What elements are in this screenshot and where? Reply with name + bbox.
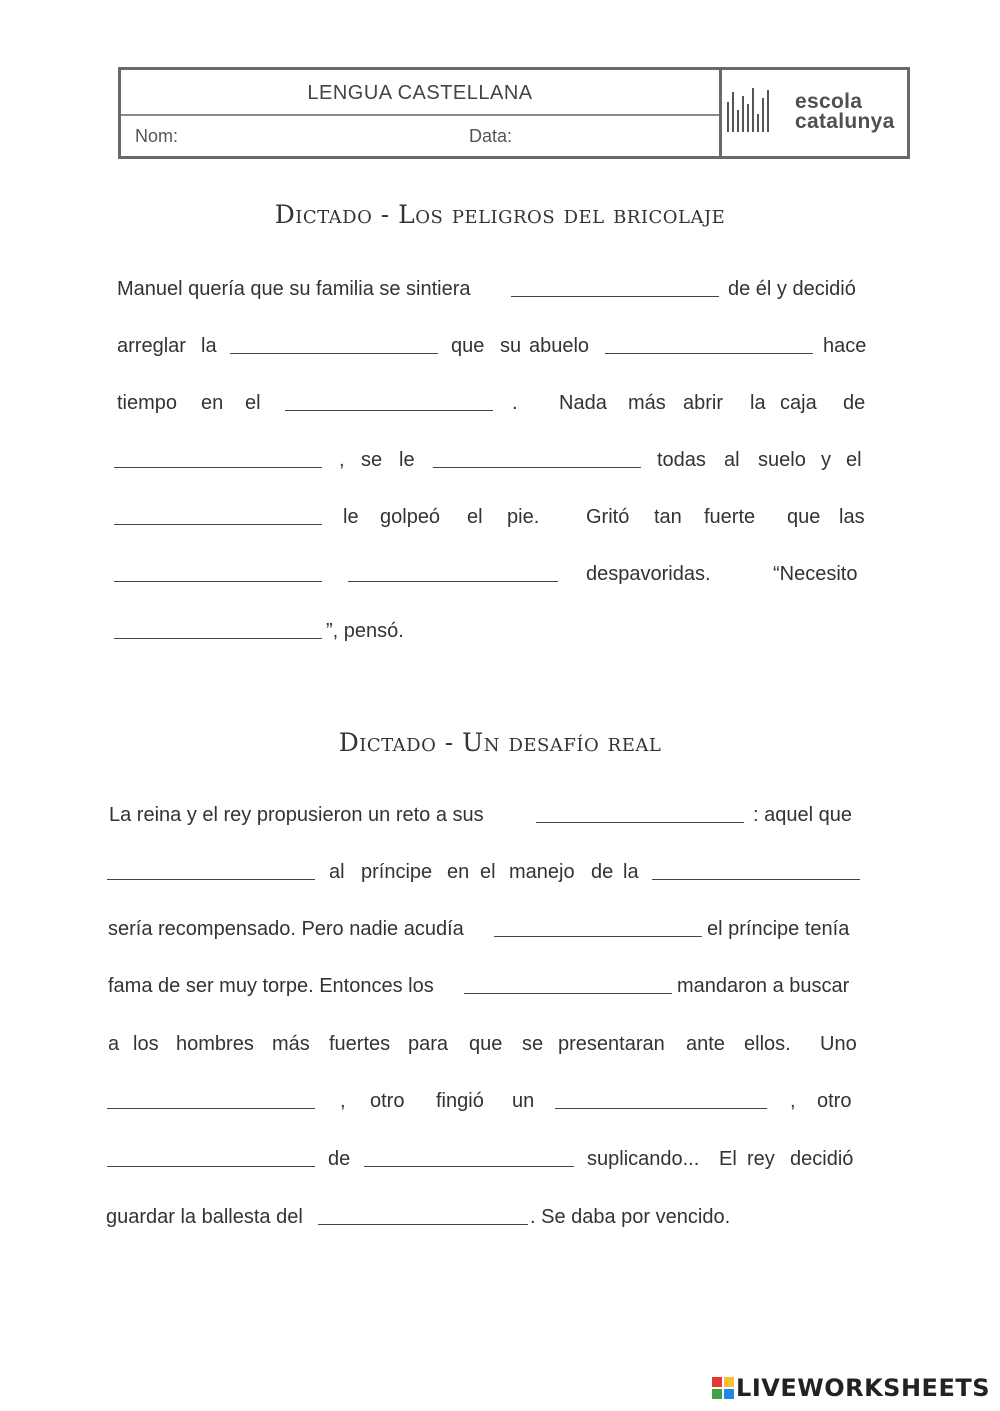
s1-text: , — [339, 449, 345, 471]
s2-text: ellos. — [744, 1033, 791, 1055]
s2-text: que — [469, 1033, 503, 1055]
s1-text: al — [724, 449, 740, 471]
s1-text: todas — [657, 449, 706, 471]
s1-text: tan — [654, 506, 682, 528]
brand-text: LIVEWORKSHEETS — [736, 1374, 990, 1402]
s2-text: El — [719, 1148, 737, 1170]
s1-text: más — [628, 392, 666, 414]
s1-text: arreglar — [117, 335, 186, 357]
s2-text: a — [108, 1033, 120, 1055]
s1-text: golpeó — [380, 506, 441, 528]
s1-text: de él y decidió — [728, 278, 856, 300]
s2-text: decidió — [790, 1148, 854, 1170]
s2-text: para — [408, 1033, 449, 1055]
s1-text: el — [467, 506, 483, 528]
worksheet-header — [118, 67, 910, 159]
s1-text: el — [245, 392, 261, 414]
s1-text: despavoridas. — [586, 563, 711, 585]
s2-text: manejo — [509, 861, 575, 883]
s2-text: fuertes — [329, 1033, 391, 1055]
s2-text: al — [329, 861, 345, 883]
s2-text: : aquel que — [753, 804, 852, 826]
s1-text: el — [846, 449, 862, 471]
s2-text: . Se daba por vencido. — [530, 1206, 731, 1228]
s1-text: de — [843, 392, 866, 414]
s2-text: de — [328, 1148, 351, 1170]
s1-text: caja — [780, 392, 817, 414]
s2-text: la — [623, 861, 639, 883]
s1-text: pie. — [507, 506, 540, 528]
s2-text: guardar la ballesta del — [106, 1206, 303, 1228]
s1-text: la — [750, 392, 766, 414]
s2-text: hombres — [176, 1033, 254, 1055]
s2-text: príncipe — [361, 861, 433, 883]
header-fields — [121, 116, 719, 156]
s1-text: la — [201, 335, 217, 357]
s2-text: se — [522, 1033, 544, 1055]
s2-text: Uno — [820, 1033, 857, 1055]
s1-blank-9[interactable] — [348, 581, 558, 582]
logo-text — [795, 92, 895, 132]
s2-text: presentaran — [558, 1033, 665, 1055]
date-label: Data: — [469, 126, 513, 146]
s2-text: otro — [370, 1090, 405, 1112]
liveworksheets-brand[interactable] — [712, 1374, 990, 1404]
s1-text: hace — [823, 335, 867, 357]
s1-blank-2[interactable] — [230, 353, 438, 354]
s2-text: otro — [817, 1090, 852, 1112]
logo-bars-icon — [725, 88, 773, 132]
s1-blank-7[interactable] — [114, 524, 322, 525]
s2-text: ante — [686, 1033, 725, 1055]
s1-text: abuelo — [529, 335, 590, 357]
liveworksheets-logo-icon — [712, 1377, 734, 1399]
s1-text: . — [512, 392, 518, 414]
s1-blank-3[interactable] — [605, 353, 813, 354]
s1-text: le — [343, 506, 359, 528]
s2-blank-3[interactable] — [652, 879, 860, 880]
s1-text: y — [821, 449, 831, 471]
s1-text: Nada — [559, 392, 607, 414]
s2-text: rey — [747, 1148, 775, 1170]
logo-line-2: catalunya — [795, 110, 895, 133]
s2-text: La reina y el rey propusieron un reto a sus — [109, 804, 484, 826]
s2-blank-5[interactable] — [464, 993, 672, 994]
subject-title: LENGUA CASTELLANA — [121, 70, 719, 116]
s2-blank-1[interactable] — [536, 822, 744, 823]
s2-blank-2[interactable] — [107, 879, 315, 880]
s2-blank-8[interactable] — [107, 1166, 315, 1167]
s2-text: un — [512, 1090, 535, 1112]
s1-text: fuerte — [704, 506, 756, 528]
s1-blank-6[interactable] — [433, 467, 641, 468]
s2-blank-6[interactable] — [107, 1108, 315, 1109]
s1-text: las — [839, 506, 865, 528]
s1-text: su — [500, 335, 522, 357]
s2-text: , — [790, 1090, 796, 1112]
s2-text: , — [340, 1090, 346, 1112]
s2-blank-7[interactable] — [555, 1108, 767, 1109]
s2-text: mandaron a buscar — [677, 975, 850, 997]
section2-heading: Dictado - Un desafío real — [338, 728, 662, 757]
s1-text: le — [399, 449, 415, 471]
s2-blank-10[interactable] — [318, 1224, 528, 1225]
s1-blank-4[interactable] — [285, 410, 493, 411]
s1-text: tiempo — [117, 392, 178, 414]
s1-text: que — [787, 506, 821, 528]
s2-text: de — [591, 861, 614, 883]
s1-text: abrir — [683, 392, 724, 414]
s2-text: el príncipe tenía — [707, 918, 850, 940]
header-left-panel — [121, 70, 722, 156]
s2-text: en — [447, 861, 470, 883]
s2-text: sería recompensado. Pero nadie acudía — [108, 918, 464, 940]
logo-line-1: escola — [795, 90, 863, 113]
s1-text: Manuel quería que su familia se sintiera — [117, 278, 471, 300]
s2-text: suplicando... — [587, 1148, 700, 1170]
s1-text: que — [451, 335, 485, 357]
s1-text: ”, pensó. — [326, 620, 404, 642]
s1-text: suelo — [758, 449, 806, 471]
section1-heading: Dictado - Los peligros del bricolaje — [274, 200, 726, 229]
name-label: Nom: — [135, 126, 179, 146]
s1-blank-10[interactable] — [114, 638, 322, 639]
s2-blank-4[interactable] — [494, 936, 702, 937]
s2-text: fama de ser muy torpe. Entonces los — [108, 975, 434, 997]
s1-text: “Necesito — [773, 563, 858, 585]
s2-blank-9[interactable] — [364, 1166, 574, 1167]
s1-text: en — [201, 392, 224, 414]
s1-text: se — [361, 449, 383, 471]
s2-text: fingió — [436, 1090, 484, 1112]
s1-text: Gritó — [586, 506, 630, 528]
s1-blank-1[interactable] — [511, 296, 719, 297]
s1-blank-8[interactable] — [114, 581, 322, 582]
escola-catalunya-logo — [725, 84, 905, 144]
s2-text: los — [133, 1033, 159, 1055]
s2-text: el — [480, 861, 496, 883]
s1-blank-5[interactable] — [114, 467, 322, 468]
s2-text: más — [272, 1033, 310, 1055]
